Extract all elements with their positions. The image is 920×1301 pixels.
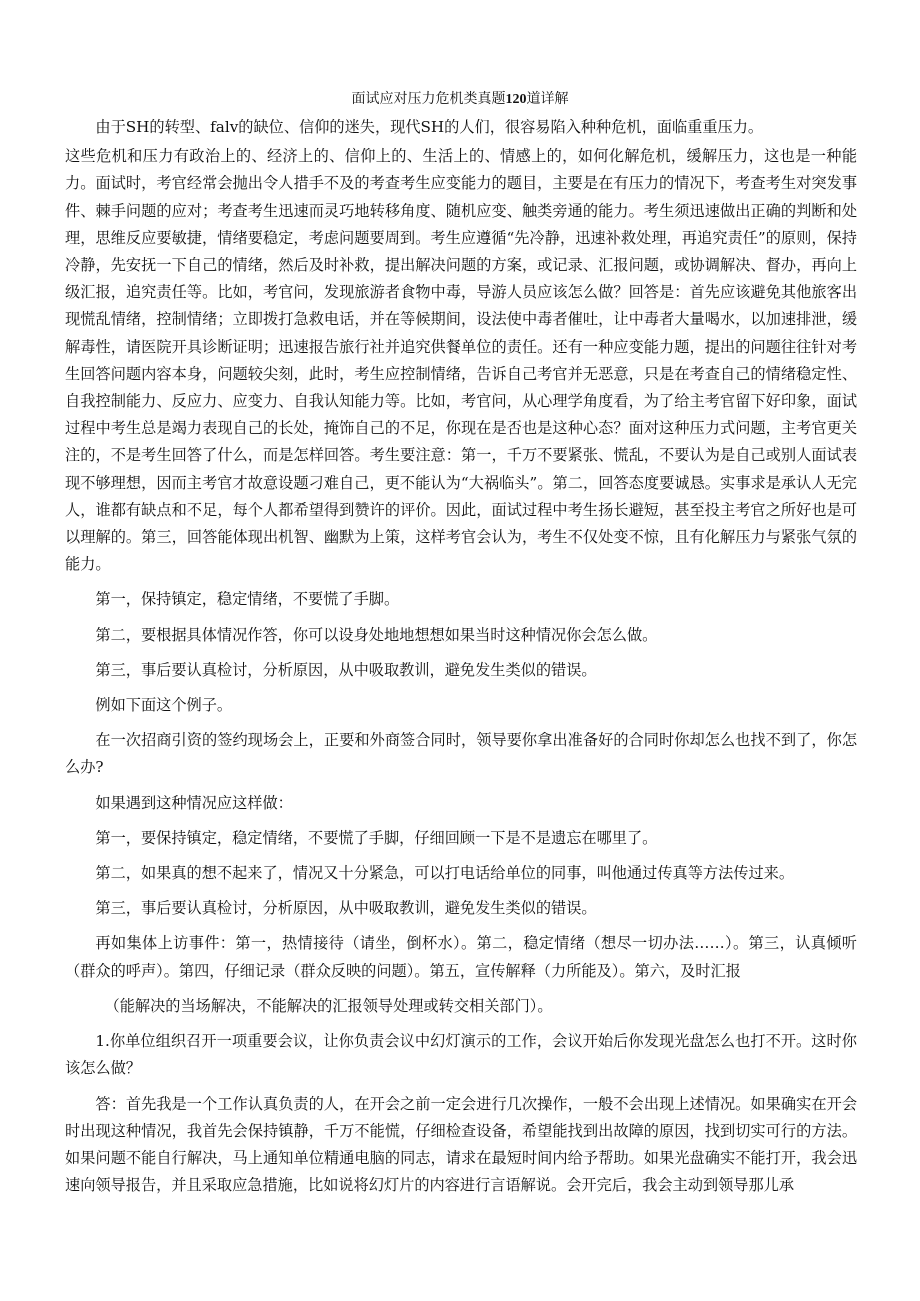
document-title — [0, 89, 920, 110]
paragraph-example-step-3: 第三，事后要认真检讨，分析原因，从中吸取教训，避免发生类似的错误。 — [95, 899, 597, 918]
paragraph-main: 这些危机和压力有政治上的、经济上的、信仰上的、生活上的、情感上的，如何化解危机，缓解压力，这也是一种能力。面试时，考官经常会抛出令人措手不及的考查考生应变能力的题目，主要是在有压力的情况下，考查考生对突发事件、棘手问题的应对；考查考生迅速而灵巧地转移角度、随机应变、触类旁通的能力。考生须迅速做出正确的判断和处理，思维反应要敏捷，情绪要稳定，考虑问题要周到。考生应遵循“先冷静，迅速补救处理，再追究责任”的原则，保持冷静，先安抚一下自己的情绪，然后及时补救，提出解决问题的方案，或记录、汇报问题，或协调解决、督办，再向上级汇报，追究责任等。比如，考官问，发现旅游者食物中毒，导游人员应该怎么做？回答是：首先应该避免其他旅客出现慌乱情绪，控制情绪；立即拨打急救电话，并在等候期间，设法使中毒者催吐，让中毒者大量喝水，以加速排泄，缓解毒性，请医院开具诊断证明；迅速报告旅行社并追究供餐单位的责任。还有一种应变能力题，提出的问题往往针对考生回答问题内容本身，问题较尖刻，此时，考生应控制情绪，告诉自己考官并无恶意，只是在考查自己的情绪稳定性、自我控制能力、反应力、应变力、自我认知能力等。比如，考官问，从心理学角度看，为了给主考官留下好印象，面试过程中考生总是竭力表现自己的长处，掩饰自己的不足，你现在是否也是这种心态？面对这种压力式问题，主考官更关注的，不是考生回答了什么，而是怎样回答。考生要注意：第一，千万不要紧张、慌乱，不要认为是自己或别人面试表现不够理想，因而主考官才故意设题刁难自己，更不能认为“大祸临头”。第二，回答态度要诚恳。实事求是承认人无完人，谁都有缺点和不足，每个人都希望得到赞许的评价。因此，面试过程中考生扬长避短，甚至投主考官之所好也是可以理解的。第三，回答能体现出机智、幽默为上策，这样考官会认为，考生不仅处变不惊，且有化解压力与紧张气氛的能力。 — [65, 147, 857, 574]
paragraph-petition-note: （能解决的当场解决，不能解决的汇报领导处理或转交相关部门）。 — [104, 996, 553, 1015]
title-prefix: 面试应对压力危机类真题 — [351, 91, 506, 107]
paragraph-answer-1: 答：首先我是一个工作认真负责的人，在开会之前一定会进行几次操作，一般不会出现上述情况。如果确实在开会时出现这种情况，我首先会保持镇静，千万不能慌，仔细检查设备，希望能找到出故障的原因，找到切实可行的方法。如果问题不能自行解决，马上通知单位精通电脑的同志，请求在最短时间内给予帮助。如果光盘确实不能打开，我会迅速向领导报告，并且采取应急措施，比如说将幻灯片的内容进行言语解说。会开完后，我会主动到领导那儿承 — [65, 1094, 857, 1195]
paragraph-example-intro: 例如下面这个例子。 — [95, 696, 233, 715]
paragraph-step-2: 第二，要根据具体情况作答，你可以设身处地地想想如果当时这种情况你会怎么做。 — [95, 625, 658, 644]
document-body — [65, 114, 857, 1201]
paragraph-example-question: 在一次招商引资的签约现场会上，正要和外商签合同时，领导要你拿出准备好的合同时你却怎么也找不到了，你怎么办? — [65, 731, 857, 777]
paragraph-intro: 由于SH的转型、falv的缺位、信仰的迷失，现代SH的人们，很容易陷入种种危机，面临重重压力。 — [95, 118, 764, 136]
title-number: 120 — [505, 92, 527, 107]
paragraph-step-1: 第一，保持镇定，稳定情绪，不要慌了手脚。 — [95, 590, 400, 609]
paragraph-example-step-1: 第一，要保持镇定，稳定情绪，不要慌了手脚，仔细回顾一下是不是遗忘在哪里了。 — [95, 828, 658, 847]
title-suffix: 道详解 — [526, 91, 569, 107]
paragraph-example-lead: 如果遇到这种情况应这样做： — [95, 793, 293, 812]
paragraph-example-step-2: 第二，如果真的想不起来了，情况又十分紧急，可以打电话给单位的同事，叫他通过传真等方法传过来。 — [95, 864, 795, 883]
paragraph-petition: 再如集体上访事件：第一，热情接待（请坐，倒杯水）。第二，稳定情绪（想尽一切办法……）。第三，认真倾听（群众的呼声）。第四，仔细记录（群众反映的问题）。第五，宣传解释（力所能及）。第六，及时汇报 — [65, 934, 857, 980]
paragraph-step-3: 第三，事后要认真检讨，分析原因，从中吸取教训，避免发生类似的错误。 — [95, 660, 597, 679]
paragraph-question-1: 1.你单位组织召开一项重要会议，让你负责会议中幻灯演示的工作，会议开始后你发现光盘怎么也打不开。这时你该怎么做？ — [65, 1032, 857, 1078]
